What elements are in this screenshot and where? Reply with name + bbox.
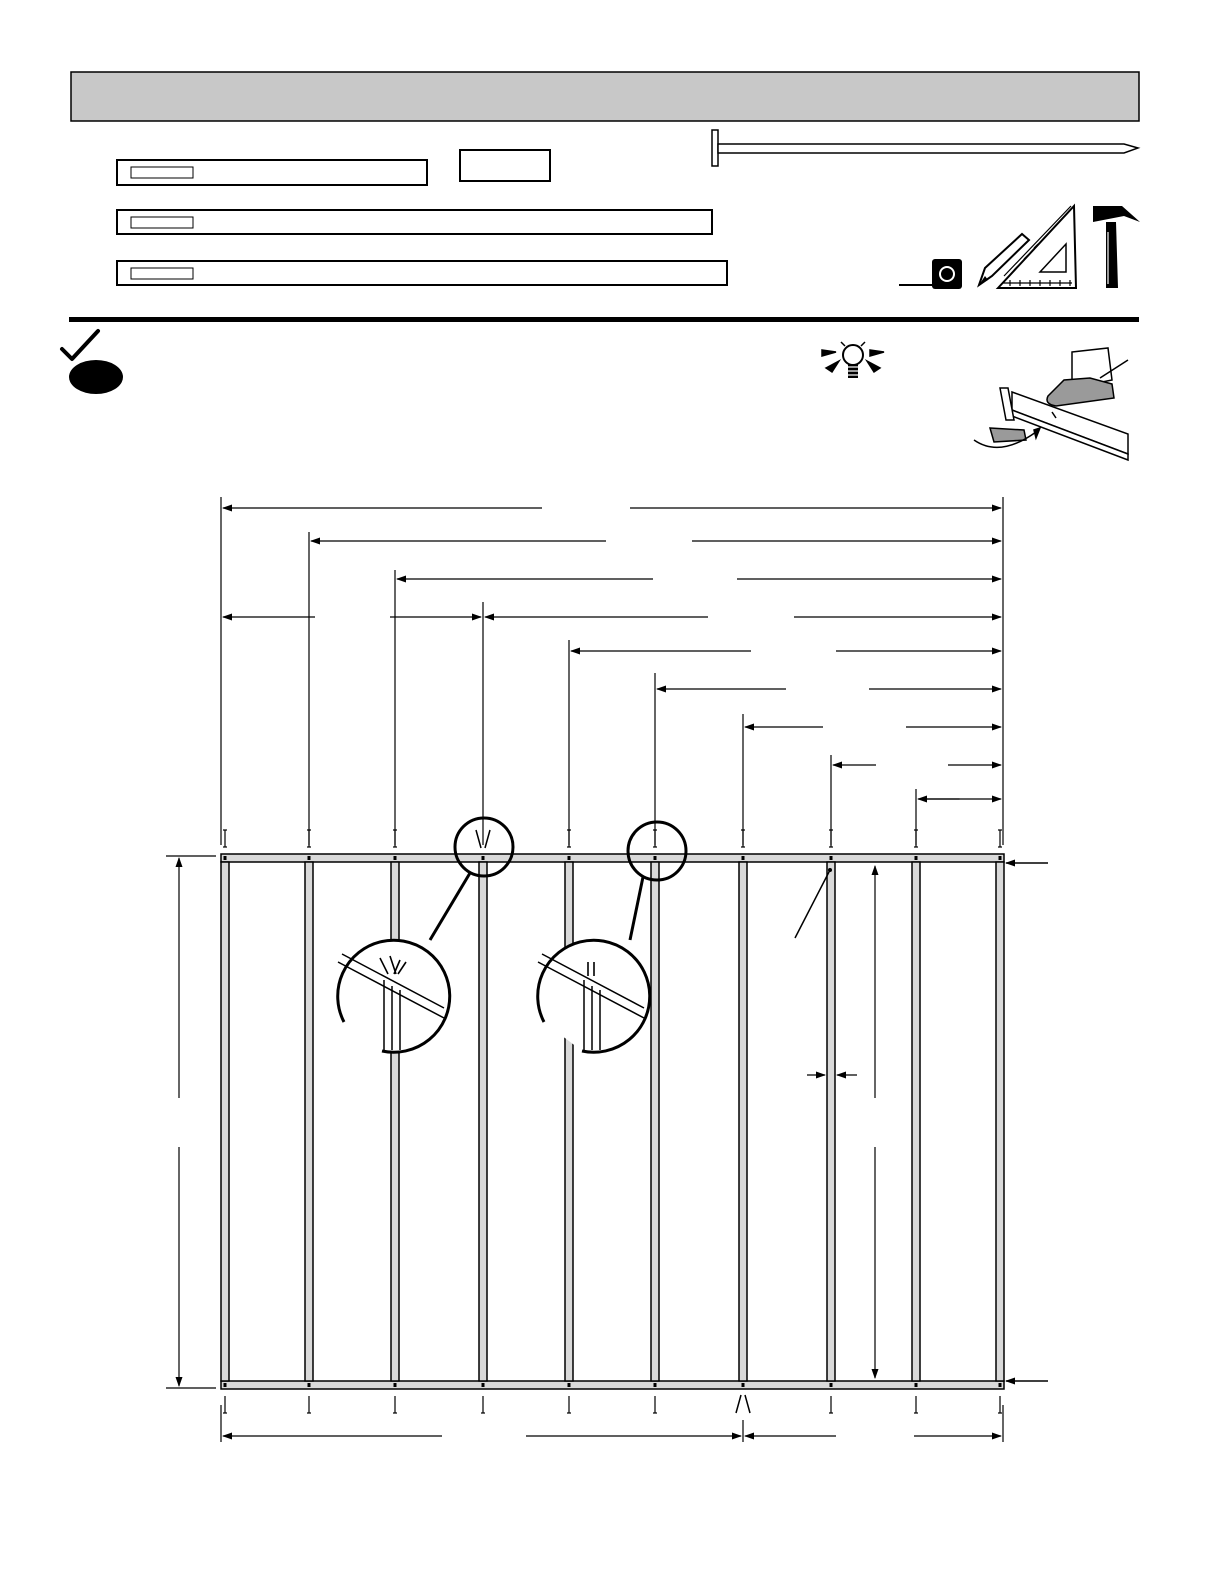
callout-leader <box>430 873 470 940</box>
nail-mark <box>568 1383 571 1387</box>
nail-mark <box>224 1383 227 1387</box>
stud <box>479 862 487 1381</box>
nail-mark <box>394 1383 397 1387</box>
lightbulb-icon <box>822 342 884 378</box>
part-label-box <box>460 150 550 181</box>
part-tag <box>131 167 193 178</box>
leader-dot <box>828 868 832 872</box>
part-longest-board <box>117 261 727 285</box>
part-tag <box>131 217 193 228</box>
nail-mark <box>394 856 397 860</box>
callout-leader <box>630 877 643 940</box>
detail-magnifier <box>338 940 450 1052</box>
part-short-board <box>117 160 427 185</box>
nail-mark <box>999 856 1002 860</box>
nail-mark <box>830 856 833 860</box>
nail-mark <box>915 1383 918 1387</box>
hammer-icon <box>1093 206 1140 288</box>
top-plate <box>221 854 1004 862</box>
bottom-plate <box>221 1381 1004 1389</box>
nail-mark <box>308 856 311 860</box>
nail-icon <box>712 130 1138 166</box>
stud <box>305 862 313 1381</box>
nail-mark <box>830 1383 833 1387</box>
wall-frame <box>221 854 1048 1389</box>
nail-mark <box>742 856 745 860</box>
parts-list <box>117 150 727 285</box>
stud <box>651 862 659 1381</box>
tape-measure-icon <box>899 259 962 289</box>
detail-magnifier <box>538 940 650 1052</box>
stud <box>739 862 747 1381</box>
part-tag <box>131 268 193 279</box>
step-number-badge <box>69 360 123 394</box>
part-long-board <box>117 210 712 234</box>
nail-mark <box>482 856 485 860</box>
nail-mark <box>224 856 227 860</box>
nail-mark <box>568 856 571 860</box>
plate-splice-mark <box>736 1395 750 1413</box>
stud <box>996 862 1004 1381</box>
leader-line <box>795 870 830 938</box>
stud <box>827 862 835 1381</box>
stud <box>912 862 920 1381</box>
nail-mark <box>654 856 657 860</box>
header-band <box>71 72 1139 121</box>
stud <box>565 862 573 1381</box>
step-checkmark-icon <box>62 331 98 359</box>
detail-callouts <box>338 818 686 1052</box>
section-divider <box>69 317 1139 322</box>
nail-mark <box>915 856 918 860</box>
nail-mark <box>742 1383 745 1387</box>
nail-mark <box>999 1383 1002 1387</box>
foot-on-board-nailing-icon <box>974 348 1128 460</box>
nail-mark <box>482 1383 485 1387</box>
nail-mark <box>308 1383 311 1387</box>
stud <box>221 862 229 1381</box>
nail-mark <box>654 1383 657 1387</box>
